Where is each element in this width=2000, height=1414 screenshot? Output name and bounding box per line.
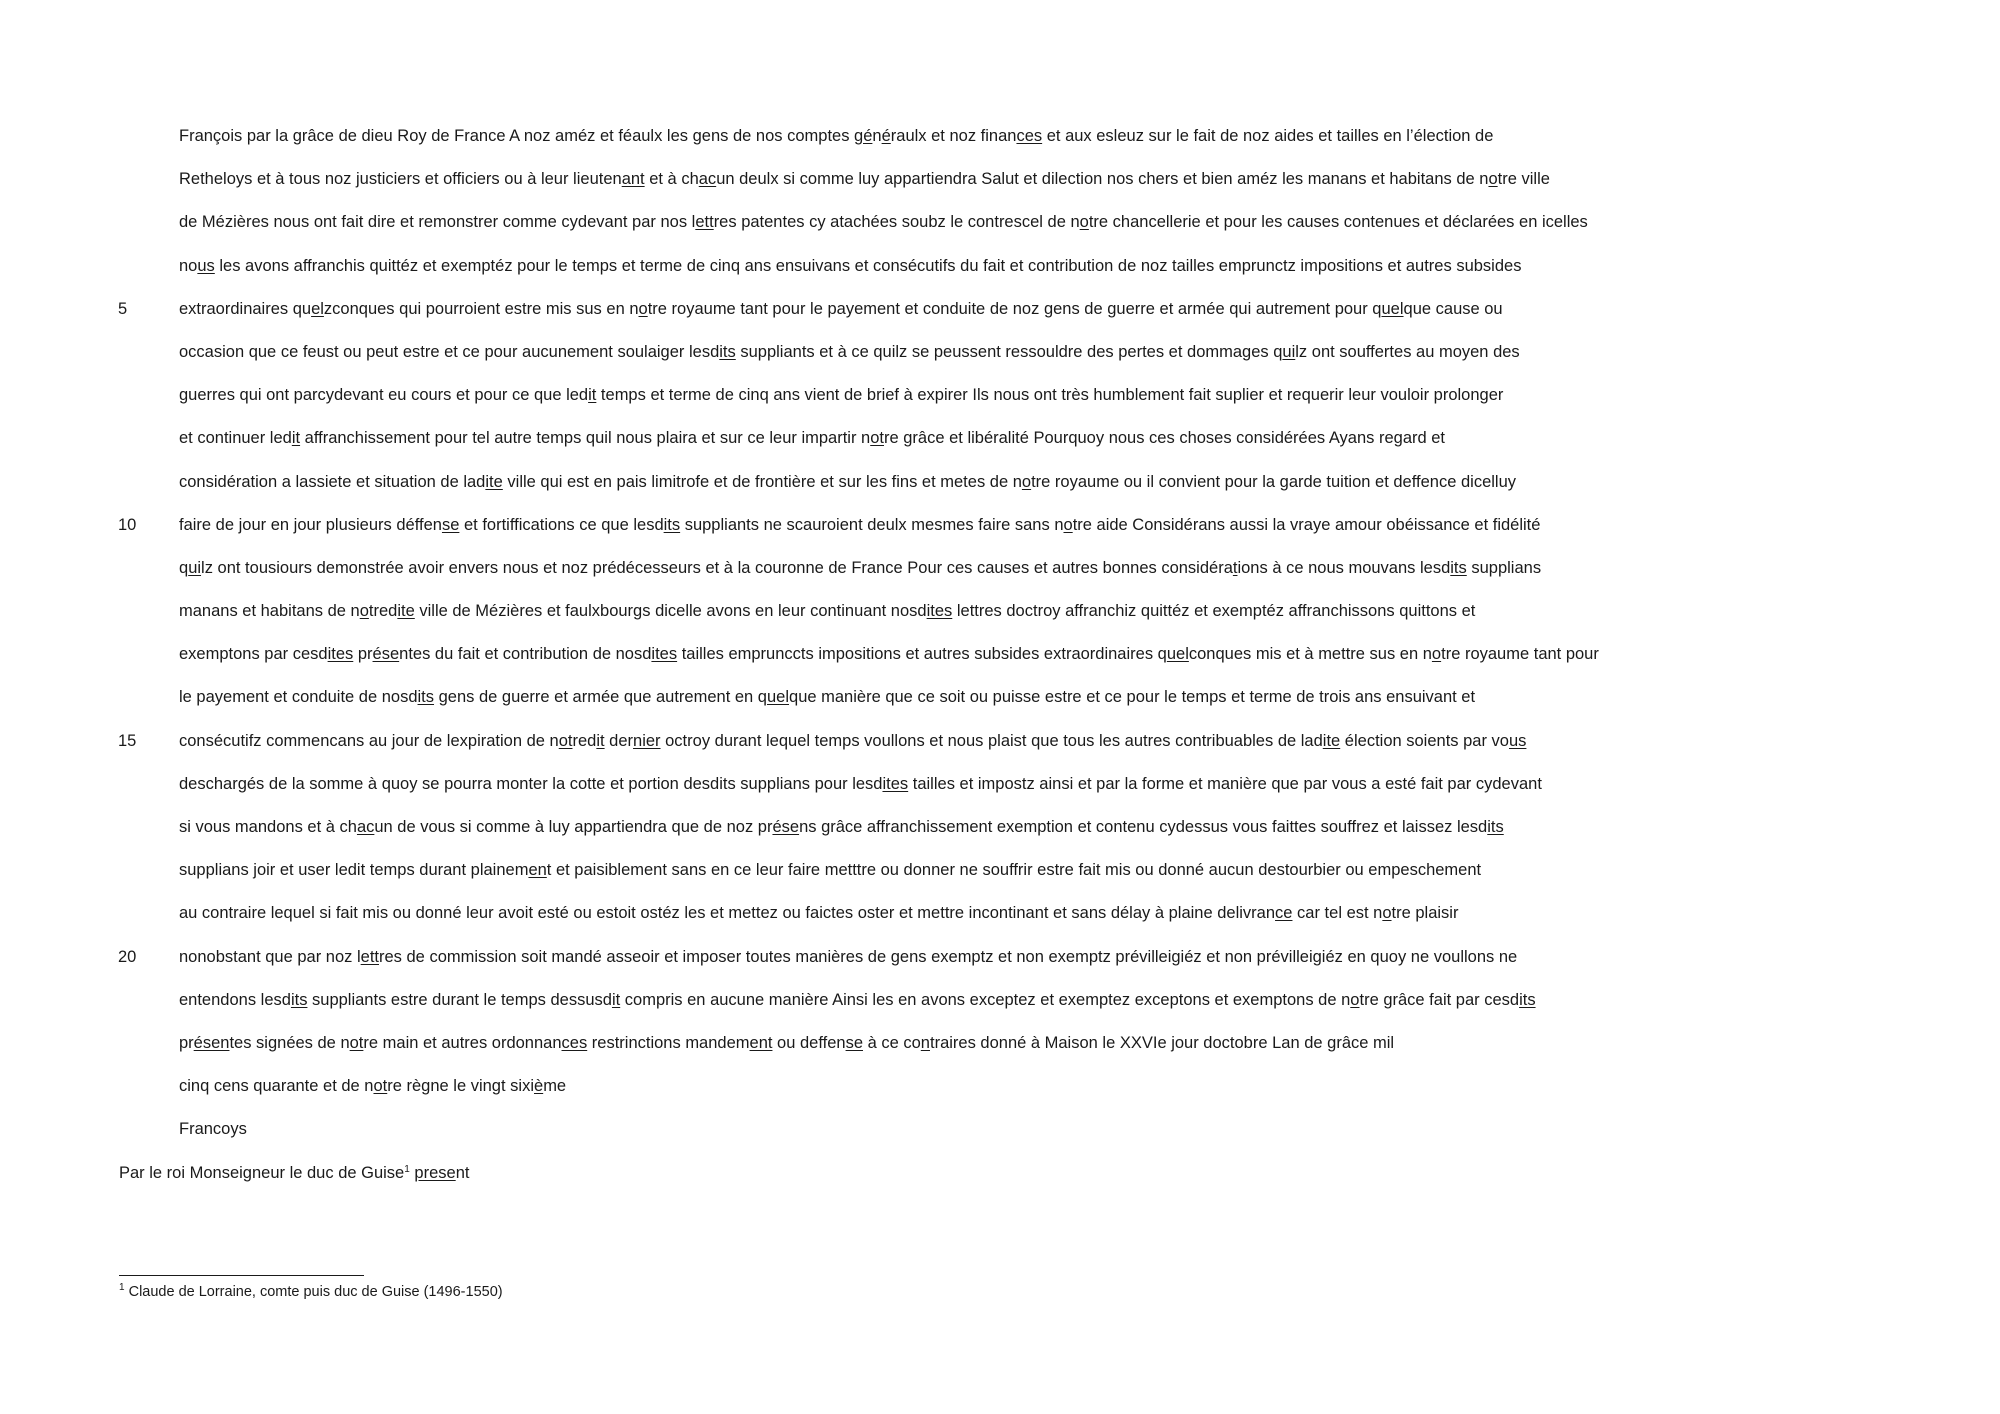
text-segment: tred [368,602,398,621]
text-segment: guerres qui ont parcydevant eu cours et pour ce que led [179,386,589,405]
text-segment: un de vous si comme à luy appartiendra que de noz pr [374,818,773,836]
expanded-abbreviation: ite [1322,731,1341,750]
text-segment: lettres doctroy affranchiz quittéz et exemptéz affranchissons quittons et [952,602,1476,621]
text-segment: Par le roi Monseigneur le duc de Guise [119,1163,405,1182]
text-segment: ville qui est en pais limitrofe et de frontière et sur les fins et metes de n [502,472,1022,491]
text-segment: ns grâce affranchissement exemption et contenu cydessus vous faittes souffrez et laissez lesd [799,818,1488,836]
text-segment: un deulx si comme luy appartiendra Salut et dilection nos chers et bien améz les manans et habitans de n [716,170,1489,189]
expanded-abbreviation: ése [772,818,800,836]
text-segment: tre grâce fait par cesd [1359,990,1520,1009]
expanded-abbreviation: ésen [193,1033,230,1052]
line-text [179,590,1475,633]
text-segment: de Mézières nous ont fait dire et remonstrer comme cydevant par nos l [179,213,696,232]
text-segment: gens de guerre et armée que autrement en q [434,688,767,707]
line-text [179,892,1458,935]
text-segment: et à ch [644,170,699,189]
expanded-abbreviation: ot [870,429,884,448]
expanded-abbreviation: ui [188,558,202,577]
expanded-abbreviation: o [1350,990,1360,1009]
text-segment: tailles emprunccts impositions et autres subsides extraordinaires q [677,645,1167,664]
text-segment: zconques qui pourroient estre mis sus en n [323,299,639,318]
transcription-line [0,849,2000,892]
line-text [179,849,1481,892]
transcription-line [0,374,2000,417]
text-segment: suppliants estre durant le temps dessusd [307,990,612,1009]
text-segment: ions à ce nous mouvans lesd [1237,558,1451,577]
text-segment: ntes du fait et contribution de nosd [399,645,652,664]
expanded-abbreviation: its [1519,990,1536,1009]
line-number: 15 [118,731,137,750]
expanded-abbreviation: en [528,861,547,880]
expanded-abbreviation: its [1450,558,1467,577]
text-segment: n [872,127,882,145]
transcription-line [0,590,2000,633]
transcription-line [0,288,2000,331]
line-number: 10 [118,515,137,534]
line-text [179,288,1503,331]
footnote [119,1284,503,1300]
expanded-abbreviation: ites [926,602,953,621]
text-segment: tailles et impostz ainsi et par la forme et manière que par vous a esté fait par cydevant [908,774,1542,793]
text-segment: q [179,558,189,577]
text-segment: re règne le vingt sixi [387,1077,534,1096]
expanded-abbreviation: it [588,386,597,405]
text-segment: pr [179,1033,194,1052]
expanded-abbreviation: ot [349,1033,364,1052]
line-text [179,201,1588,244]
text-segment: res de commission soit mandé asseoir et imposer toutes manières de gens exemptz et non exemptz prévilleigiéz et non prévilleigiéz en quoy ne voullons ne [379,947,1518,966]
text-segment: cinq cens quarante et de n [179,1077,374,1096]
text-segment: tre royaume tant pour le payement et conduite de noz gens de guerre et armée qui autrement pour q [647,299,1382,318]
transcription-line [0,763,2000,806]
transcription-line [0,504,2000,547]
expanded-abbreviation: o [1488,170,1498,189]
text-segment: au contraire lequel si fait mis ou donné leur avoit esté ou estoit ostéz les et mettez ou faictes oster et mettre incontinant et sans délay à plaine delivran [179,904,1276,923]
transcription-line [0,892,2000,935]
text-segment: suppliants et à ce quilz se peussent ressouldre des pertes et dommages q [735,342,1283,361]
text-segment: que manière que ce soit ou puisse estre et ce pour le temps et terme de trois ans ensuivant et [789,688,1476,707]
text-segment: le payement et conduite de nosd [179,688,418,707]
expanded-abbreviation: ett [360,947,379,966]
expanded-abbreviation: ac [698,170,717,189]
expanded-abbreviation: ot [558,731,573,750]
text-segment: tre ville [1497,170,1550,189]
text-segment: der [604,731,634,750]
expanded-abbreviation: ant [621,170,645,189]
expanded-abbreviation: its [719,342,736,361]
text-segment: compris en aucune manière Ainsi les en avons exceptez et exemptez exceptons et exemptons de n [620,990,1351,1009]
expanded-abbreviation: o [1382,904,1392,923]
expanded-abbreviation: ui [1282,342,1296,361]
transcription-line [0,1065,2000,1108]
text-segment: tre royaume ou il convient pour la garde tuition et deffence dicelluy [1031,472,1516,491]
line-text [179,158,1550,201]
text-segment: t et paisiblement sans en ce leur faire metttre ou donner ne souffrir estre fait mis ou donné aucun destourbier ou empeschement [546,861,1482,880]
text-segment: considération a lassiete et situation de lad [179,472,486,491]
text-segment: Francoys [179,1120,247,1139]
transcription-line [0,158,2000,201]
expanded-abbreviation: it [611,990,621,1009]
text-segment: aulx et noz finan [896,127,1017,145]
text-segment: affranchissement pour tel autre temps quil nous plaira et sur ce leur impartir n [300,429,871,448]
expanded-abbreviation: it [596,731,605,750]
transcription-body [0,115,2000,1195]
text-segment: no [179,256,198,275]
transcription-line [0,547,2000,590]
text-segment: me [543,1077,567,1096]
expanded-abbreviation: o [1431,645,1442,664]
expanded-abbreviation: ces [561,1033,588,1052]
line-text [179,461,1516,504]
transcription-line [0,1108,2000,1151]
line-text [179,374,1503,417]
transcription-line [0,806,2000,849]
text-segment: lz ont souffertes au moyen des [1295,342,1520,361]
expanded-abbreviation: uel [1381,299,1404,318]
text-segment: re main et autres ordonnan [363,1033,562,1052]
text-segment: tre aide Considérans aussi la vraye amour obéissance et fidélité [1072,515,1541,534]
expanded-abbreviation: its [1487,818,1504,836]
expanded-abbreviation: o [1079,213,1089,232]
text-segment: tes signées de n [229,1033,350,1052]
text-segment: et aux esleuz sur le fait de noz aides et tailles en l’élection de [1042,127,1494,145]
text-segment: occasion que ce feust ou peut estre et ce pour aucunement soulaiger lesd [179,342,720,361]
expanded-abbreviation: ite [485,472,503,491]
transcription-line [0,979,2000,1022]
text-segment: car tel est n [1292,904,1383,923]
text-segment: tre plaisir [1391,904,1459,923]
expanded-abbreviation: o [1021,472,1032,491]
text-segment: suppliants ne scauroient deulx mesmes faire sans n [680,515,1064,534]
line-text [179,979,1536,1022]
text-segment: que cause ou [1403,299,1503,318]
line-text [179,417,1445,460]
line-text [179,1108,247,1151]
expanded-abbreviation: é [881,127,891,145]
expanded-abbreviation: its [417,688,435,707]
text-segment: élection soients par vo [1340,731,1509,750]
line-text [179,115,1493,158]
expanded-abbreviation: ett [695,213,714,232]
expanded-abbreviation: us [1508,731,1527,750]
expanded-abbreviation: gé [854,127,873,145]
expanded-abbreviation: its [290,990,308,1009]
expanded-abbreviation: ite [397,602,415,621]
text-segment: supplians [1466,558,1542,577]
expanded-abbreviation: nier [633,731,661,750]
text-segment: re grâce et libéralité Pourquoy nous ces choses considérées Ayans regard et [883,429,1446,448]
text-segment: supplians joir et user ledit temps durant plainem [179,861,529,880]
expanded-abbreviation: t [1232,558,1238,577]
expanded-abbreviation: o [1063,515,1073,534]
expanded-abbreviation: o [638,299,648,318]
text-segment: si vous mandons et à ch [179,818,357,836]
line-text [179,1065,566,1108]
text-segment: exemptons par cesd [179,645,328,664]
text-segment: pr [353,645,373,664]
line-number: 20 [118,947,137,966]
line-text [179,720,1526,763]
transcription-line [0,331,2000,374]
expanded-abbreviation: ces [1016,127,1043,145]
line-text [179,633,1599,676]
line-text [179,1022,1394,1065]
footnote-separator [119,1275,364,1276]
text-segment: consécutifz commencans au jour de lexpiration de n [179,731,559,750]
expanded-abbreviation: se [845,1033,863,1052]
line-text [179,245,1521,288]
transcription-line [0,1152,2000,1195]
line-text [179,806,1504,849]
footnote-marker: 1 [119,1282,125,1293]
expanded-abbreviation: its [663,515,681,534]
expanded-abbreviation: se [441,515,460,534]
transcription-line [0,720,2000,763]
text-segment: traires donné à Maison le XXVIe jour doctobre Lan de grâce mil [929,1033,1395,1052]
footnote-text: Claude de Lorraine, comte puis duc de Guise (1496-1550) [124,1284,503,1300]
line-text [179,331,1520,374]
transcription-line [0,633,2000,676]
text-segment: Retheloys et à tous noz justiciers et officiers ou à leur lieuten [179,170,622,189]
text-segment: temps et terme de cinq ans vient de brief à expirer Ils nous ont très humblement fait suplier et requerir leur vouloir prolonger [596,386,1504,405]
text-segment: entendons lesd [179,990,291,1009]
expanded-abbreviation: uel [1166,645,1189,664]
expanded-abbreviation: us [197,256,215,275]
text-segment: deschargés de la somme à quoy se pourra monter la cotte et portion desdits supplians pour lesd [179,774,883,793]
line-text [179,547,1541,590]
transcription-line [0,461,2000,504]
footnote-reference: 1 [404,1163,410,1175]
line-text [119,1152,469,1195]
text-segment: tre chancellerie et pour les causes contenues et déclarées en icelles [1088,213,1588,232]
text-segment: red [572,731,597,750]
expanded-abbreviation: ce [1275,904,1293,923]
expanded-abbreviation: uel [766,688,790,707]
expanded-abbreviation: ése [372,645,400,664]
text-segment: faire de jour en jour plusieurs déffen [179,515,442,534]
expanded-abbreviation: ot [373,1077,388,1096]
expanded-abbreviation: n [920,1033,930,1052]
text-segment: à ce co [863,1033,921,1052]
text-segment: extraordinaires qu [179,299,312,318]
text-segment: conques mis et à mettre sus en n [1188,645,1432,664]
text-segment: lz ont tousiours demonstrée avoir envers nous et noz prédécesseurs et à la couronne de France Pour ces causes et autres bonnes considéra [201,558,1233,577]
text-segment: nt [455,1163,470,1182]
line-number: 5 [118,299,128,318]
expanded-abbreviation: el [311,299,324,318]
expanded-abbreviation: prese [414,1163,456,1182]
transcription-line [0,417,2000,460]
text-segment: François par la grâce de dieu Roy de France A noz améz et féaulx les gens de nos comptes [179,127,855,145]
transcription-line [0,936,2000,979]
text-segment: res patentes cy atachées soubz le contrescel de n [713,213,1080,232]
transcription-line [0,115,2000,158]
transcription-line [0,245,2000,288]
transcription-line [0,1022,2000,1065]
expanded-abbreviation: ent [749,1033,773,1052]
text-segment: restrinctions mandem [587,1033,750,1052]
line-text [179,936,1517,979]
text-segment: octroy durant lequel temps voullons et nous plaist que tous les autres contribuables de lad [660,731,1323,750]
text-segment: nonobstant que par noz l [179,947,361,966]
expanded-abbreviation: ites [327,645,354,664]
line-text [179,504,1540,547]
transcription-line [0,201,2000,244]
expanded-abbreviation: è [534,1077,544,1096]
line-text [179,676,1475,719]
text-segment: ou deffen [772,1033,846,1052]
line-text [179,763,1542,806]
expanded-abbreviation: it [291,429,301,448]
text-segment: et continuer led [179,429,292,448]
text-segment: tre royaume tant pour [1441,645,1599,664]
expanded-abbreviation: ites [882,774,909,793]
text-segment: et fortiffications ce que lesd [459,515,664,534]
text-segment: ville de Mézières et faulxbourgs dicelle avons en leur continuant nosd [414,602,927,621]
transcription-line [0,676,2000,719]
text-segment: manans et habitans de n [179,602,360,621]
expanded-abbreviation: ites [651,645,678,664]
expanded-abbreviation: o [359,602,369,621]
expanded-abbreviation: ac [356,818,375,836]
text-segment: les avons affranchis quittéz et exemptéz pour le temps et terme de cinq ans ensuivans et consécutifs du fait et contribution de noz tailles emprunctz impositions et autres subsides [214,256,1522,275]
text-segment: r [890,127,897,145]
